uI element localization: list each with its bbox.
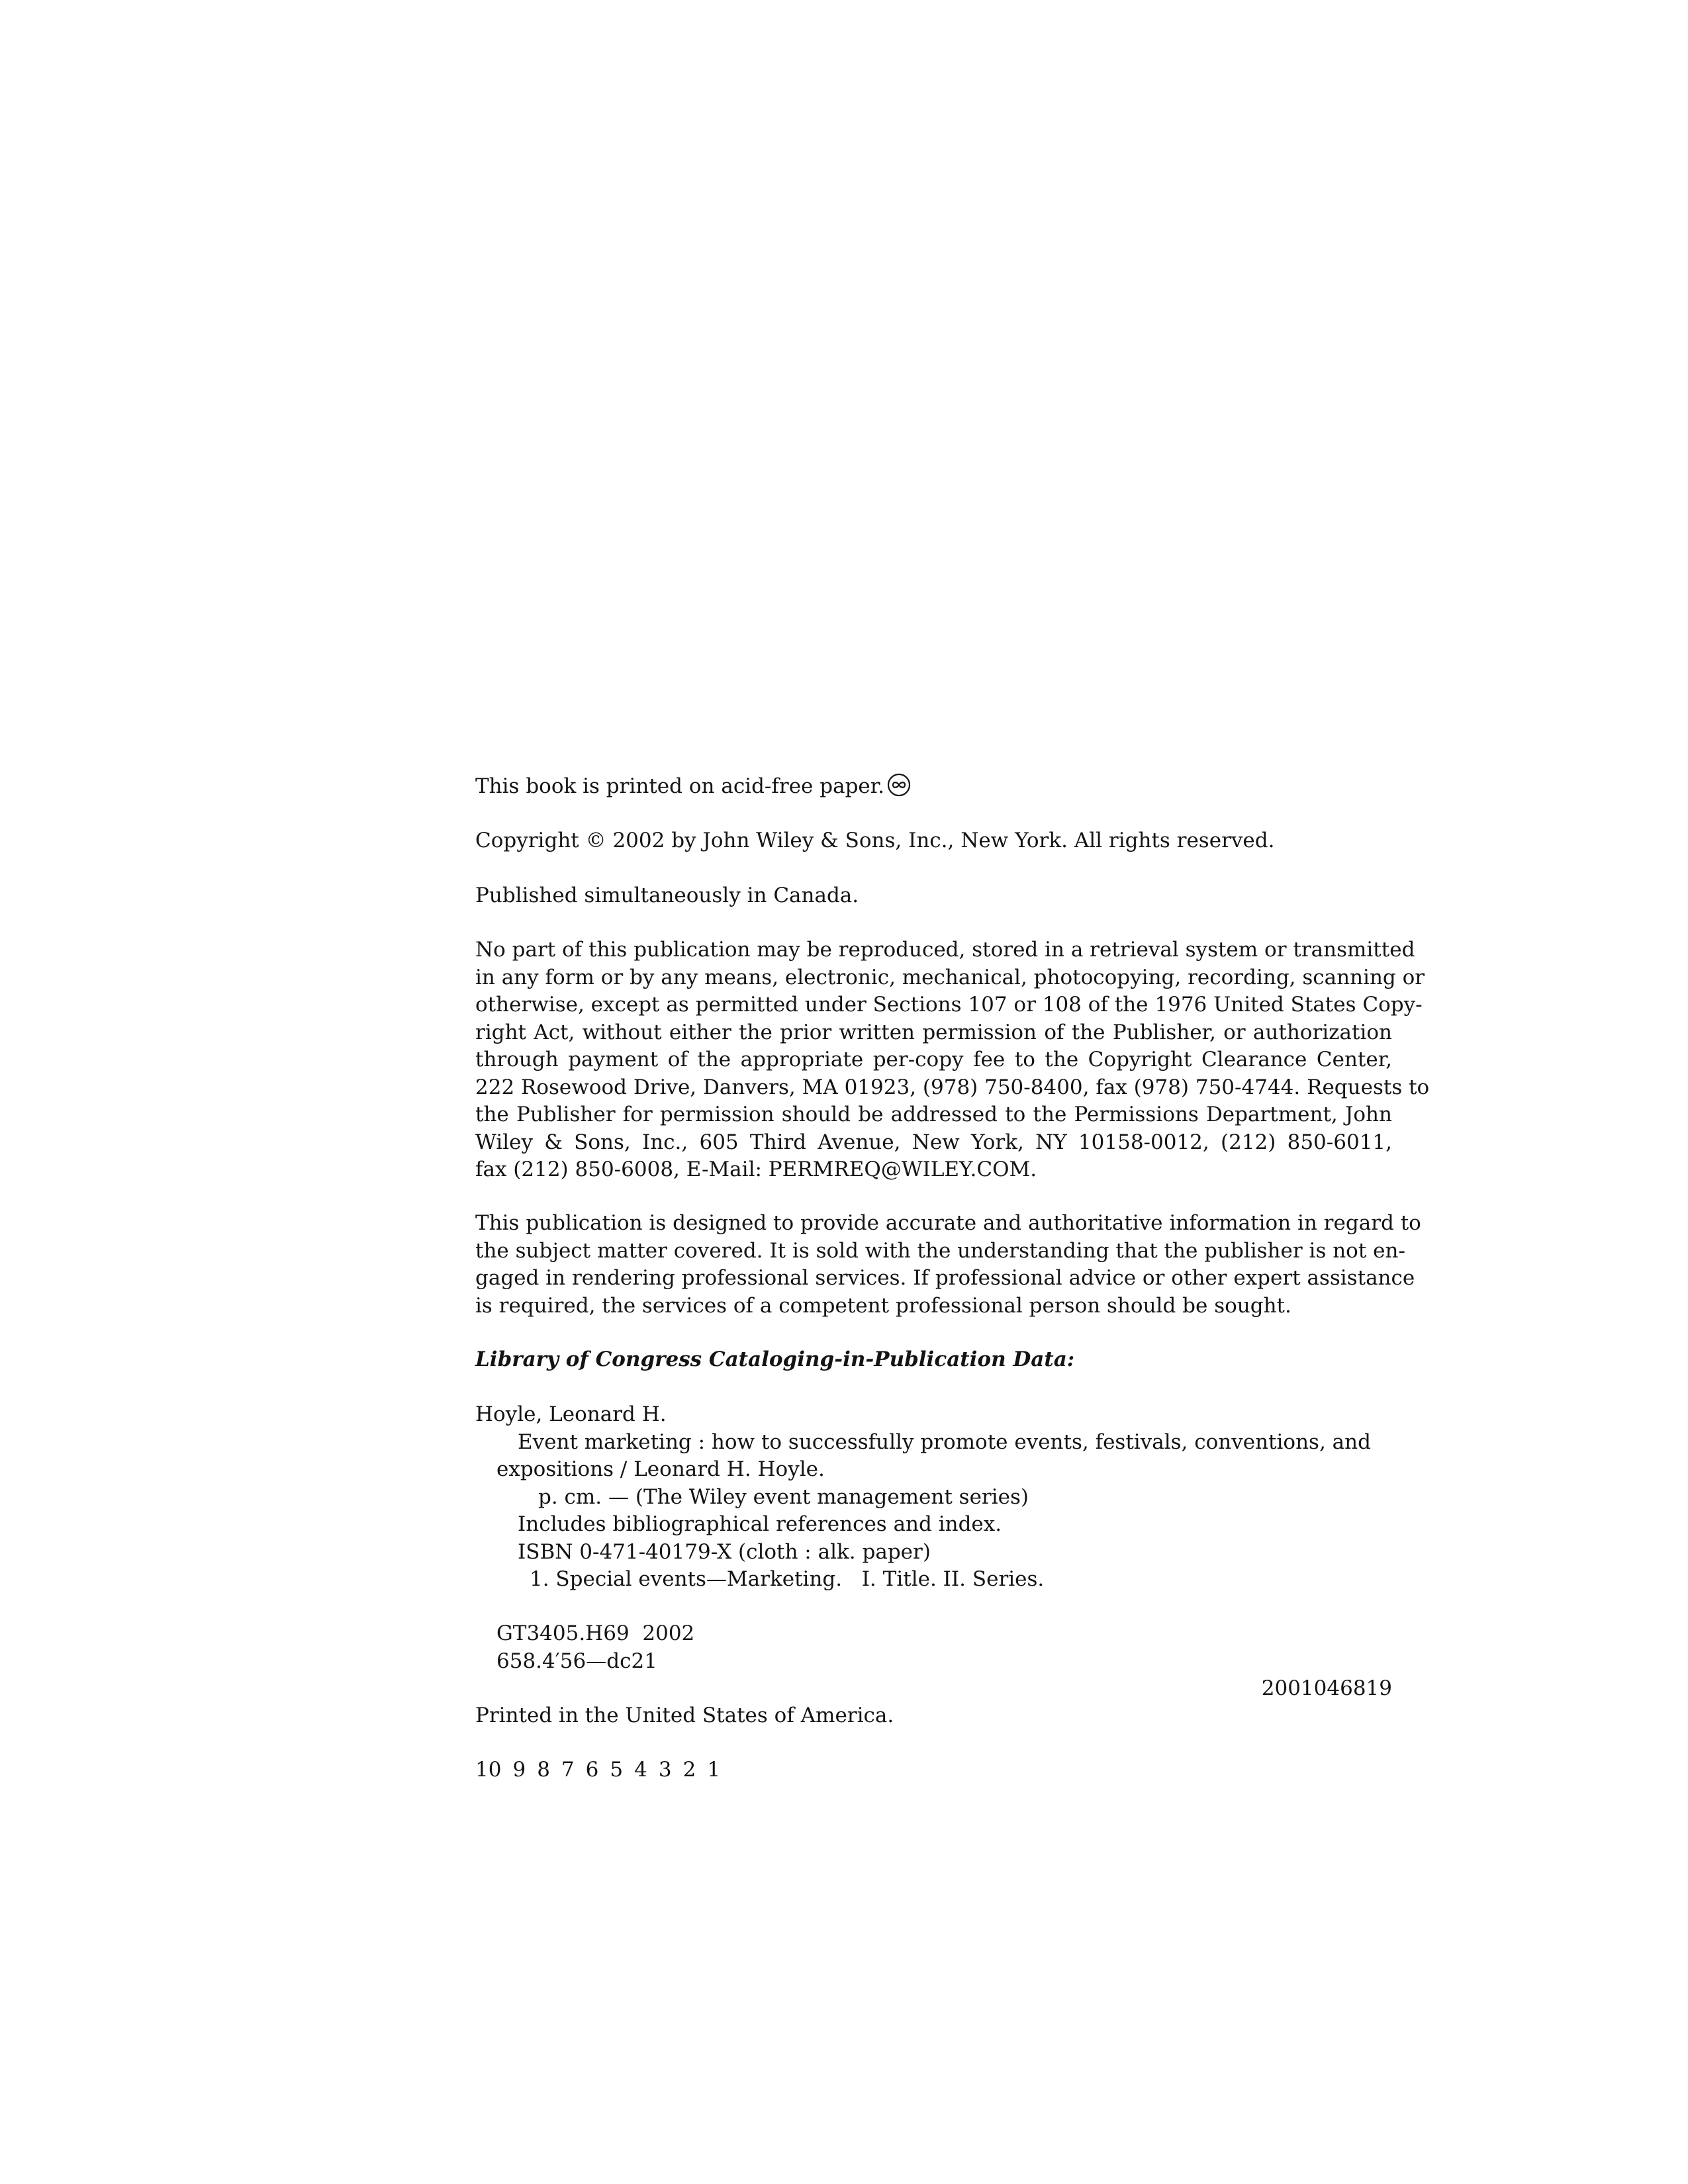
permissions-line: through payment of the appropriate per-copy fee to the Copyright Clearance Center, [475,1048,1392,1071]
cip-title-line: expositions / Leonard H. Hoyle. [496,1457,825,1481]
acid-free-notice [475,773,1392,801]
cip-lc-class: GT3405.H69 2002 [496,1621,695,1645]
cip-dewey: 658.4′56—dc21 [496,1649,657,1673]
disclaimer-line: the subject matter covered. It is sold with the understanding that the publisher is not en- [475,1238,1405,1263]
printed-in-block [475,1702,1392,1730]
print-line-digit: 7 [561,1758,575,1782]
disclaimer-line: gaged in rendering professional services. If professional advice or other expert assistance [475,1266,1415,1290]
cip-record [475,1401,1392,1594]
cip-pages: p. cm. — (The Wiley event management series) [538,1484,1029,1509]
published-notice [475,882,1392,910]
print-line-digit: 8 [537,1758,550,1782]
print-line-digit: 6 [585,1758,599,1782]
permissions-line: No part of this publication may be reproduced, stored in a retrieval system or transmitted [475,938,1415,962]
print-line-digit: 3 [658,1758,672,1782]
cip-author: Hoyle, Leonard H. [475,1402,667,1426]
copyright-text: Copyright © 2002 by John Wiley & Sons, Inc., New York. All rights reserved. [475,829,1275,852]
cip-subjects: 1. Special events—Marketing. I. Title. II. Series. [530,1567,1045,1591]
permissions-line: in any form or by any means, electronic, mechanical, photocopying, recording, scanning or [475,965,1425,989]
permissions-paragraph [475,936,1430,1184]
disclaimer-line: This publication is designed to provide accurate and authoritative information in regard to [475,1211,1421,1235]
cip-heading-block [475,1346,1392,1374]
permissions-line: 222 Rosewood Drive, Danvers, MA 01923, (978) 750-8400, fax (978) 750-4744. Requests to [475,1075,1430,1099]
infinity-circle-icon [887,773,911,797]
print-line-digit: 9 [512,1758,526,1782]
cip-title-line: Event marketing : how to successfully promote events, festivals, conventions, and [518,1430,1371,1454]
permissions-line: right Act, without either the prior written permission of the Publisher, or authorization [475,1020,1392,1044]
permissions-last-line: fax (212) 850-6008, E-Mail: PERMREQ@WILEY.COM. [475,1158,1037,1181]
cip-heading: Library of Congress Cataloging-in-Publication Data: [475,1347,1075,1371]
print-line-digit: 1 [707,1758,721,1782]
permissions-line: the Publisher for permission should be addressed to the Permissions Department, John [475,1103,1392,1126]
print-line [475,1756,1392,1784]
print-line-digit: 4 [634,1758,647,1782]
permissions-line: otherwise, except as permitted under Sections 107 or 108 of the 1976 United States Copy- [475,993,1423,1017]
published-text: Published simultaneously in Canada. [475,884,859,907]
printed-in-text: Printed in the United States of America. [475,1704,894,1727]
disclaimer-paragraph [475,1210,1421,1320]
print-line-digit: 2 [682,1758,696,1782]
disclaimer-last-line: is required, the services of a competent professional person should be sought. [475,1293,1291,1318]
cip-bibliography: Includes bibliographical references and index. [518,1512,1002,1536]
copyright-notice [475,827,1392,855]
print-line-digit: 5 [610,1758,624,1782]
print-line-digit: 10 [475,1758,502,1782]
permissions-line: Wiley & Sons, Inc., 605 Third Avenue, New York, NY 10158-0012, (212) 850-6011, [475,1130,1392,1154]
cip-classification [475,1620,1392,1703]
acid-free-text: This book is printed on acid-free paper. [475,774,885,798]
cip-lccn: 2001046819 [1261,1676,1392,1700]
cip-isbn: ISBN 0-471-40179-X (cloth : alk. paper) [518,1539,931,1564]
